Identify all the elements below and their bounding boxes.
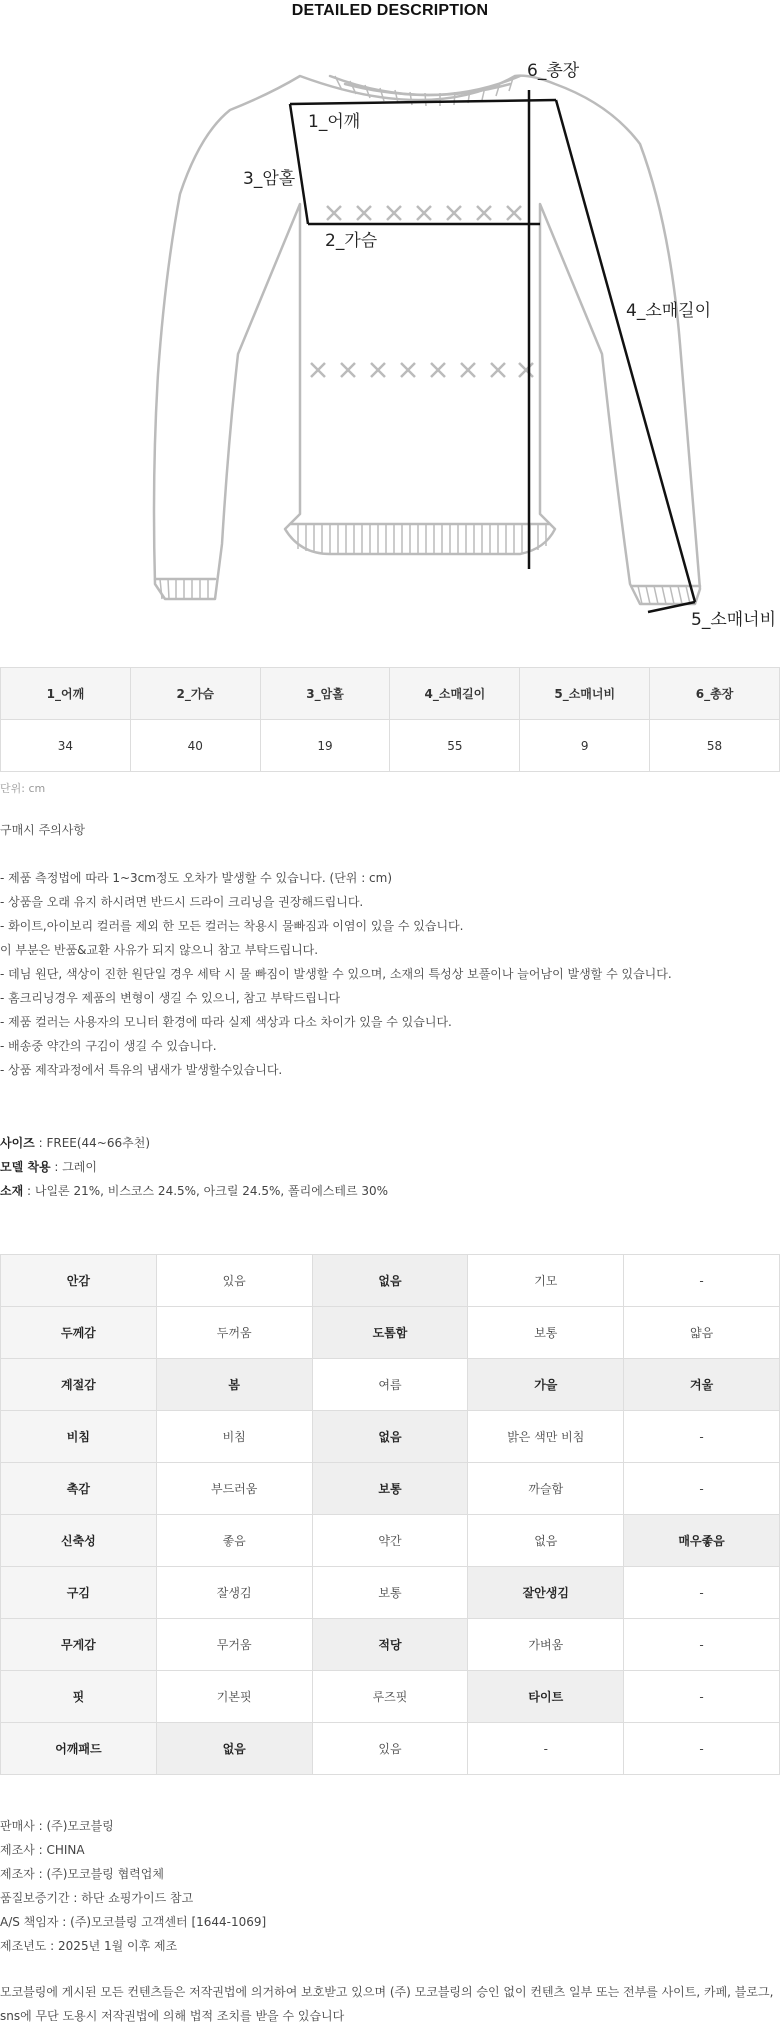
attribute-option: 루즈핏 — [312, 1671, 468, 1723]
attribute-name: 두께감 — [1, 1307, 157, 1359]
attribute-option: 겨울 — [624, 1359, 780, 1411]
purchase-notice — [0, 818, 780, 1082]
label-sleeve-length: 4_소매길이 — [626, 301, 712, 321]
attribute-option: 보통 — [312, 1463, 468, 1515]
attribute-row — [1, 1359, 780, 1411]
seller-info-line: 제조년도 : 2025년 1월 이후 제조 — [0, 1939, 178, 1953]
attribute-row — [1, 1463, 780, 1515]
attribute-option: 잘생김 — [156, 1567, 312, 1619]
spec-size: 사이즈 : FREE(44~66추천) — [0, 1136, 150, 1150]
notice-title: 구매시 주의사항 — [0, 823, 85, 837]
seller-info-line: 판매사 : (주)모코블링 — [0, 1819, 114, 1833]
attribute-option: 기모 — [468, 1255, 624, 1307]
attribute-option: - — [624, 1567, 780, 1619]
attribute-row — [1, 1411, 780, 1463]
size-table-value-row — [1, 720, 780, 772]
attribute-option: 기본핏 — [156, 1671, 312, 1723]
size-header: 4_소매길이 — [390, 668, 520, 720]
attribute-option: 없음 — [156, 1723, 312, 1775]
copyright-notice: 모코블링에 게시된 모든 컨텐츠들은 저작권법에 의거하여 보호받고 있으며 (주) 모코블링의 승인 없이 컨텐츠 일부 또는 전부를 사이트, 카페, 블로그, sns에 무단 도용시 저작권법에 의해 법적 조치를 받을 수 있습니다 — [0, 1985, 774, 2023]
label-chest: 2_가슴 — [325, 231, 378, 251]
attribute-option: 도톰함 — [312, 1307, 468, 1359]
attribute-name: 비침 — [1, 1411, 157, 1463]
attribute-name: 안감 — [1, 1255, 157, 1307]
attribute-option: 있음 — [156, 1255, 312, 1307]
attribute-option: 두꺼움 — [156, 1307, 312, 1359]
attribute-option: - — [468, 1723, 624, 1775]
attribute-option: 비침 — [156, 1411, 312, 1463]
spec-material: 소재 : 나일론 21%, 비스코스 24.5%, 아크릴 24.5%, 폴리에스테르 30% — [0, 1184, 389, 1198]
attribute-row — [1, 1307, 780, 1359]
seller-info — [0, 1814, 780, 1958]
attribute-option: 매우좋음 — [624, 1515, 780, 1567]
attribute-name: 촉감 — [1, 1463, 157, 1515]
attribute-option: 좋음 — [156, 1515, 312, 1567]
label-sleeve-width: 5_소매너비 — [691, 610, 777, 630]
attribute-row — [1, 1515, 780, 1567]
attribute-option: - — [624, 1619, 780, 1671]
notice-line: - 배송중 약간의 구김이 생길 수 있습니다. — [0, 1039, 217, 1053]
attribute-name: 무게감 — [1, 1619, 157, 1671]
attribute-option: 약간 — [312, 1515, 468, 1567]
attribute-option: 적당 — [312, 1619, 468, 1671]
attribute-option: 얇음 — [624, 1307, 780, 1359]
size-table — [0, 667, 780, 772]
unit-note: 단위: cm — [0, 782, 46, 795]
attribute-option: - — [624, 1255, 780, 1307]
attribute-option: 여름 — [312, 1359, 468, 1411]
sweater-measurement-diagram — [0, 24, 780, 654]
attribute-option: 보통 — [468, 1307, 624, 1359]
page-title: DETAILED DESCRIPTION — [291, 2, 489, 19]
attribute-option: - — [624, 1671, 780, 1723]
sleeve-length-line — [556, 100, 695, 602]
product-spec — [0, 1131, 780, 1203]
size-value: 40 — [130, 720, 260, 772]
spec-model: 모델 착용 : 그레이 — [0, 1160, 97, 1174]
notice-line: - 홈크리닝경우 제품의 변형이 생길 수 있으니, 참고 부탁드립니다 — [0, 991, 341, 1005]
attribute-option: - — [624, 1463, 780, 1515]
attribute-option: 있음 — [312, 1723, 468, 1775]
attribute-option: 보통 — [312, 1567, 468, 1619]
attribute-option: 타이트 — [468, 1671, 624, 1723]
attribute-option: 무거움 — [156, 1619, 312, 1671]
label-shoulder: 1_어깨 — [308, 112, 361, 132]
notice-line: - 화이트,아이보리 컬러를 제외 한 모든 컬러는 착용시 물빠짐과 이염이 있을 수 있습니다. — [0, 919, 464, 933]
attribute-option: 없음 — [312, 1411, 468, 1463]
size-table-header-row — [1, 668, 780, 720]
size-header: 6_총장 — [650, 668, 780, 720]
size-value: 9 — [520, 720, 650, 772]
notice-line: - 상품 제작과정에서 특유의 냄새가 발생할수있습니다. — [0, 1063, 283, 1077]
attribute-option: 없음 — [312, 1255, 468, 1307]
attribute-option: 봄 — [156, 1359, 312, 1411]
size-value: 58 — [650, 720, 780, 772]
size-value: 55 — [390, 720, 520, 772]
size-value: 34 — [1, 720, 131, 772]
size-header: 1_어깨 — [1, 668, 131, 720]
attribute-option: 까슬함 — [468, 1463, 624, 1515]
attribute-option: 없음 — [468, 1515, 624, 1567]
attribute-option: 밝은 색만 비침 — [468, 1411, 624, 1463]
attribute-option: 잘안생김 — [468, 1567, 624, 1619]
size-value: 19 — [260, 720, 390, 772]
seller-info-line: 품질보증기간 : 하단 쇼핑가이드 참고 — [0, 1891, 194, 1905]
attribute-row — [1, 1567, 780, 1619]
attribute-option: 가을 — [468, 1359, 624, 1411]
attribute-name: 구김 — [1, 1567, 157, 1619]
notice-line: - 제품 측정법에 따라 1~3cm정도 오차가 발생할 수 있습니다. (단위 : cm) — [0, 871, 393, 885]
measurement-lines — [290, 90, 695, 612]
size-header: 3_암홀 — [260, 668, 390, 720]
attribute-row — [1, 1619, 780, 1671]
label-armhole: 3_암홀 — [243, 169, 296, 189]
attribute-row — [1, 1671, 780, 1723]
attribute-table — [0, 1254, 780, 1775]
attribute-name: 어깨패드 — [1, 1723, 157, 1775]
size-header: 2_가슴 — [130, 668, 260, 720]
attribute-option: 가벼움 — [468, 1619, 624, 1671]
seller-info-line: 제조자 : (주)모코블링 협력업체 — [0, 1867, 164, 1881]
attribute-row — [1, 1255, 780, 1307]
notice-line: - 제품 컬러는 사용자의 모니터 환경에 따라 실제 색상과 다소 차이가 있을 수 있습니다. — [0, 1015, 452, 1029]
attribute-row — [1, 1723, 780, 1775]
seller-info-line: A/S 책임자 : (주)모코블링 고객센터 [1644-1069] — [0, 1915, 267, 1929]
attribute-name: 핏 — [1, 1671, 157, 1723]
seller-info-line: 제조사 : CHINA — [0, 1843, 85, 1857]
label-total-length: 6_총장 — [527, 61, 580, 81]
attribute-name: 계절감 — [1, 1359, 157, 1411]
notice-line: 이 부분은 반품&교환 사유가 되지 않으니 참고 부탁드립니다. — [0, 943, 319, 957]
attribute-name: 신축성 — [1, 1515, 157, 1567]
notice-line: - 데님 원단, 색상이 진한 원단일 경우 세탁 시 물 빠짐이 발생할 수 있으며, 소재의 특성상 보풀이나 늘어남이 발생할 수 있습니다. — [0, 967, 672, 981]
attribute-option: 부드러움 — [156, 1463, 312, 1515]
notice-line: - 상품을 오래 유지 하시려면 반드시 드라이 크리닝을 권장해드립니다. — [0, 895, 364, 909]
attribute-option: - — [624, 1411, 780, 1463]
size-header: 5_소매너비 — [520, 668, 650, 720]
attribute-option: - — [624, 1723, 780, 1775]
